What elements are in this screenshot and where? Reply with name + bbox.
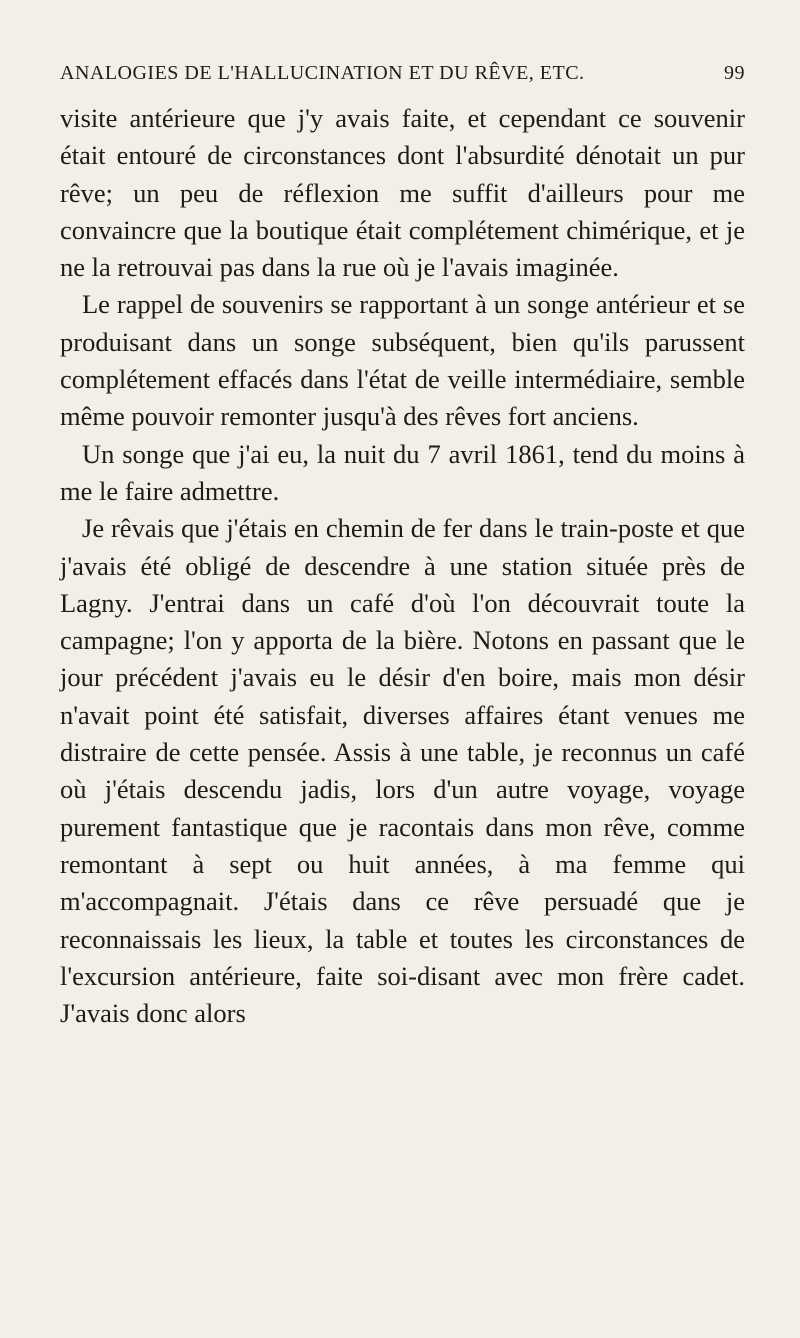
running-title: ANALOGIES DE L'HALLUCINATION ET DU RÊVE, ETC. [60, 62, 585, 84]
running-head [60, 60, 745, 86]
page-number: 99 [724, 62, 745, 84]
paragraph-continuation: visite antérieure que j'y avais faite, et cependant ce souvenir était entouré de circonstances dont l'absurdité dénotait un pur rêve; un peu de réflexion me suffit d'ailleurs pour me convaincre que la boutique était complétement chimérique, et je ne la retrouvai pas dans la rue où je l'avais imaginée. [60, 103, 745, 283]
body-text [60, 100, 745, 1032]
paragraph-songe-1861: Un songe que j'ai eu, la nuit du 7 avril 1861, tend du moins à me le faire admettre. [60, 438, 745, 506]
paragraph-souvenirs: Le rappel de souvenirs se rapportant à un songe antérieur et se produisant dans un songe subséquent, bien qu'ils parussent complétement effacés dans l'état de veille intermédiaire, semble même pouvoir remonter jusqu'à des rêves fort anciens. [60, 289, 745, 432]
paragraph-chemin-de-fer: Je rêvais que j'étais en chemin de fer dans le train-poste et que j'avais été obligé de descendre à une station située près de Lagny. J'entrai dans un café d'où l'on découvrait toute la campagne; l'on y apporta de la bière. Notons en passant que le jour précédent j'avais eu le désir d'en boire, mais mon désir n'avait point été satisfait, diverses affaires étant venues me distraire de cette pensée. Assis à une table, je reconnus un café où j'étais descendu jadis, lors d'un autre voyage, voyage purement fantastique que je racontais dans mon rêve, comme remontant à sept ou huit années, à ma femme qui m'accompagnait. J'étais dans ce rêve persuadé que je reconnaissais les lieux, la table et toutes les circonstances de l'excursion antérieure, faite soi-disant avec mon frère cadet. J'avais donc alors [60, 513, 745, 1029]
